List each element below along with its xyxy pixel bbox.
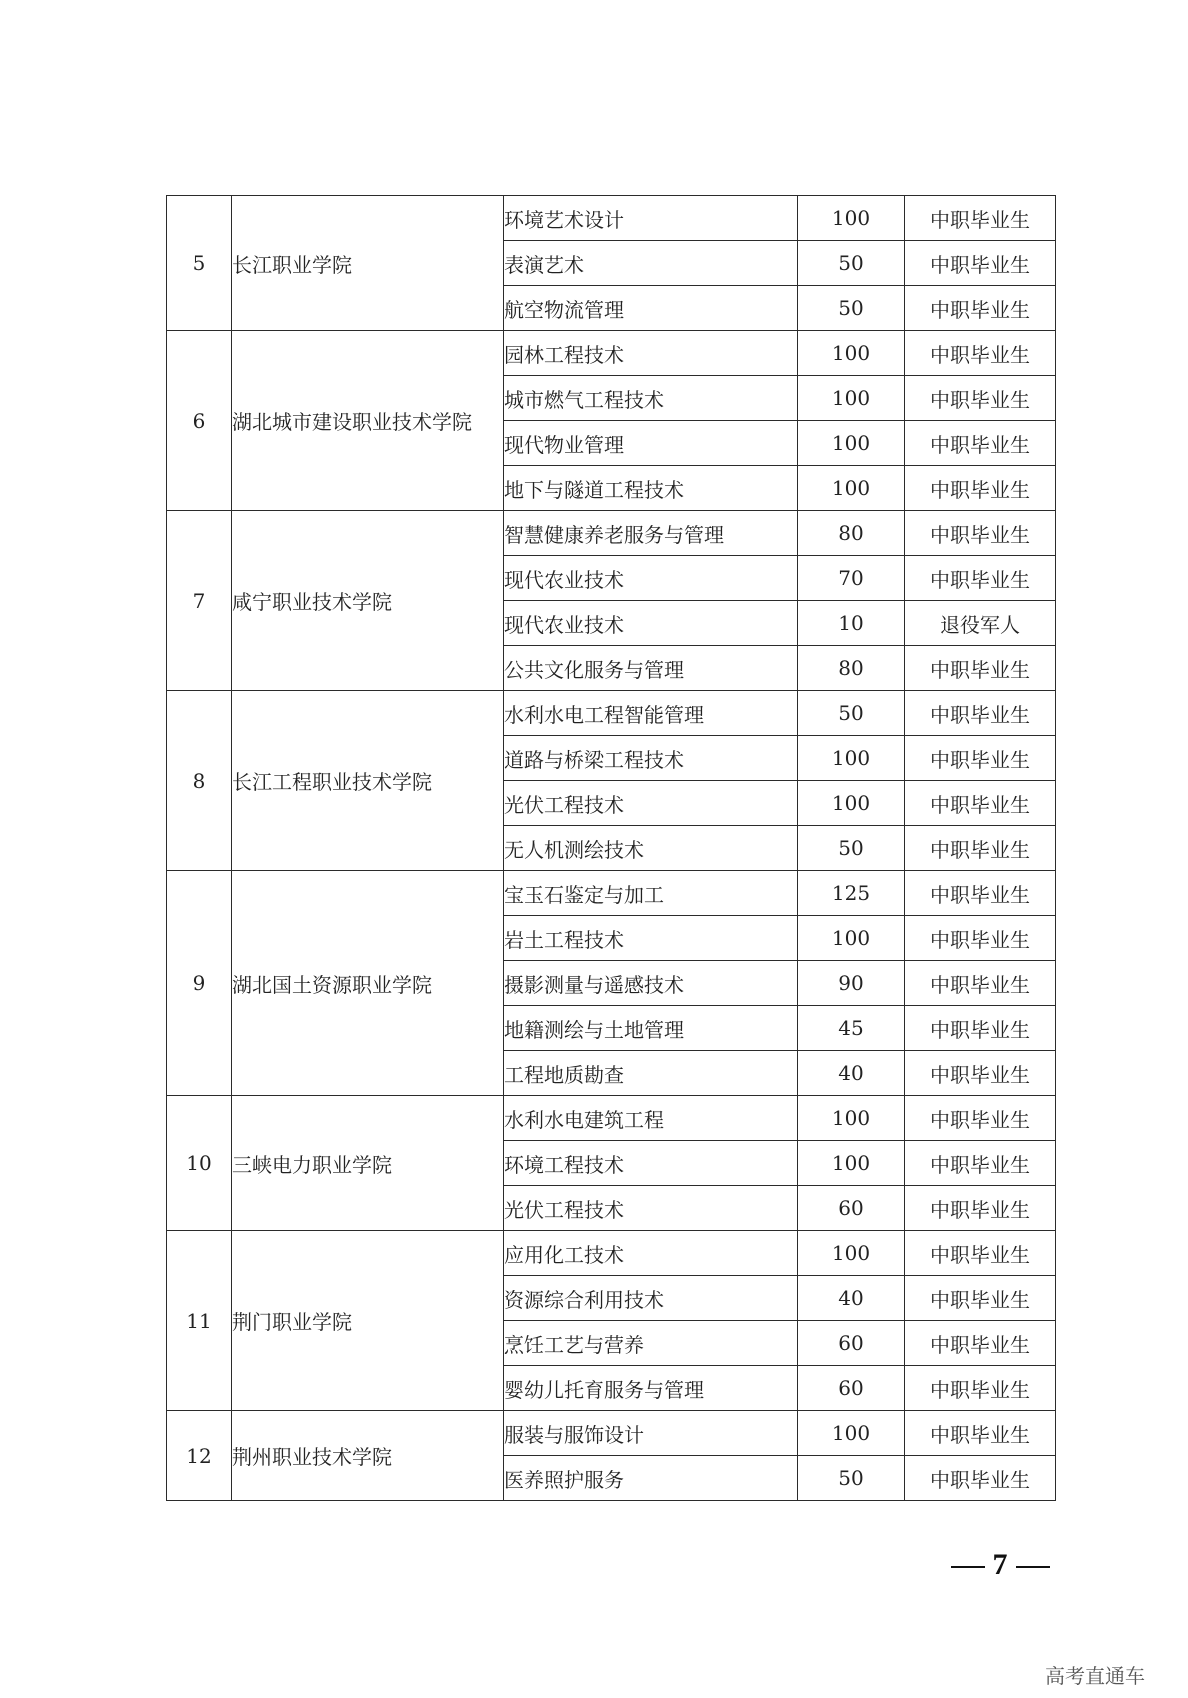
major-name-cell: 无人机测绘技术 [504,826,798,871]
enrollment-count-cell: 50 [798,826,905,871]
enrollment-count-cell: 100 [798,331,905,376]
major-name-cell: 烹饪工艺与营养 [504,1321,798,1366]
major-name-cell: 现代农业技术 [504,556,798,601]
applicant-type-cell: 中职毕业生 [905,331,1056,376]
major-name-cell: 园林工程技术 [504,331,798,376]
school-name-cell: 长江职业学院 [232,196,504,331]
page-number [940,1548,1060,1582]
enrollment-count-cell: 50 [798,1456,905,1501]
major-name-cell: 服装与服饰设计 [504,1411,798,1456]
major-name-cell: 航空物流管理 [504,286,798,331]
applicant-type-cell: 中职毕业生 [905,196,1056,241]
table-row [167,1096,1056,1141]
applicant-type-cell: 中职毕业生 [905,511,1056,556]
enrollment-count-cell: 100 [798,1096,905,1141]
applicant-type-cell: 中职毕业生 [905,1366,1056,1411]
enrollment-count-cell: 100 [798,1231,905,1276]
applicant-type-cell: 中职毕业生 [905,916,1056,961]
enrollment-count-cell: 100 [798,736,905,781]
enrollment-count-cell: 100 [798,466,905,511]
applicant-type-cell: 中职毕业生 [905,466,1056,511]
school-name-cell: 湖北国土资源职业学院 [232,871,504,1096]
applicant-type-cell: 中职毕业生 [905,1276,1056,1321]
applicant-type-cell: 中职毕业生 [905,691,1056,736]
major-name-cell: 表演艺术 [504,241,798,286]
major-name-cell: 宝玉石鉴定与加工 [504,871,798,916]
applicant-type-cell: 中职毕业生 [905,961,1056,1006]
major-name-cell: 医养照护服务 [504,1456,798,1501]
school-number-cell: 12 [167,1411,232,1501]
major-name-cell: 地下与隧道工程技术 [504,466,798,511]
applicant-type-cell: 中职毕业生 [905,1456,1056,1501]
school-number-cell: 11 [167,1231,232,1411]
major-name-cell: 工程地质勘查 [504,1051,798,1096]
enrollment-count-cell: 90 [798,961,905,1006]
enrollment-count-cell: 50 [798,241,905,286]
enrollment-count-cell: 100 [798,421,905,466]
applicant-type-cell: 中职毕业生 [905,376,1056,421]
enrollment-count-cell: 100 [798,1141,905,1186]
school-number-cell: 9 [167,871,232,1096]
applicant-type-cell: 中职毕业生 [905,646,1056,691]
watermark: 高考直通车 [1045,1664,1145,1688]
major-name-cell: 道路与桥梁工程技术 [504,736,798,781]
applicant-type-cell: 中职毕业生 [905,286,1056,331]
major-name-cell: 环境艺术设计 [504,196,798,241]
enrollment-count-cell: 50 [798,691,905,736]
major-name-cell: 光伏工程技术 [504,781,798,826]
table-row [167,871,1056,916]
enrollment-count-cell: 60 [798,1366,905,1411]
enrollment-count-cell: 70 [798,556,905,601]
table-row [167,691,1056,736]
major-name-cell: 水利水电工程智能管理 [504,691,798,736]
major-name-cell: 应用化工技术 [504,1231,798,1276]
applicant-type-cell: 中职毕业生 [905,1051,1056,1096]
major-name-cell: 岩土工程技术 [504,916,798,961]
school-name-cell: 咸宁职业技术学院 [232,511,504,691]
applicant-type-cell: 中职毕业生 [905,781,1056,826]
enrollment-count-cell: 80 [798,646,905,691]
enrollment-count-cell: 40 [798,1051,905,1096]
enrollment-count-cell: 50 [798,286,905,331]
applicant-type-cell: 中职毕业生 [905,1411,1056,1456]
applicant-type-cell: 中职毕业生 [905,826,1056,871]
enrollment-count-cell: 100 [798,196,905,241]
school-name-cell: 长江工程职业技术学院 [232,691,504,871]
major-name-cell: 公共文化服务与管理 [504,646,798,691]
enrollment-count-cell: 60 [798,1321,905,1366]
page-number-value: 7 [992,1548,1008,1581]
enrollment-count-cell: 100 [798,1411,905,1456]
major-name-cell: 婴幼儿托育服务与管理 [504,1366,798,1411]
applicant-type-cell: 中职毕业生 [905,1321,1056,1366]
table-row [167,1411,1056,1456]
applicant-type-cell: 中职毕业生 [905,421,1056,466]
page-number-dash-left [951,1566,985,1568]
applicant-type-cell: 中职毕业生 [905,241,1056,286]
major-name-cell: 现代物业管理 [504,421,798,466]
major-name-cell: 水利水电建筑工程 [504,1096,798,1141]
major-name-cell: 现代农业技术 [504,601,798,646]
applicant-type-cell: 退役军人 [905,601,1056,646]
table-row [167,511,1056,556]
applicant-type-cell: 中职毕业生 [905,1096,1056,1141]
enrollment-count-cell: 100 [798,916,905,961]
major-name-cell: 光伏工程技术 [504,1186,798,1231]
enrollment-count-cell: 45 [798,1006,905,1051]
applicant-type-cell: 中职毕业生 [905,1141,1056,1186]
applicant-type-cell: 中职毕业生 [905,1231,1056,1276]
table-row [167,1231,1056,1276]
enrollment-count-cell: 125 [798,871,905,916]
enrollment-count-cell: 80 [798,511,905,556]
enrollment-count-cell: 10 [798,601,905,646]
major-name-cell: 环境工程技术 [504,1141,798,1186]
school-number-cell: 8 [167,691,232,871]
enrollment-table-body [167,196,1056,1501]
school-number-cell: 10 [167,1096,232,1231]
enrollment-count-cell: 100 [798,781,905,826]
school-name-cell: 湖北城市建设职业技术学院 [232,331,504,511]
applicant-type-cell: 中职毕业生 [905,736,1056,781]
enrollment-count-cell: 100 [798,376,905,421]
enrollment-count-cell: 40 [798,1276,905,1321]
school-name-cell: 三峡电力职业学院 [232,1096,504,1231]
table-row [167,331,1056,376]
page-number-dash-right [1016,1566,1050,1568]
enrollment-count-cell: 60 [798,1186,905,1231]
school-number-cell: 7 [167,511,232,691]
major-name-cell: 资源综合利用技术 [504,1276,798,1321]
enrollment-table [166,195,1056,1501]
school-number-cell: 6 [167,331,232,511]
major-name-cell: 智慧健康养老服务与管理 [504,511,798,556]
school-name-cell: 荆门职业学院 [232,1231,504,1411]
major-name-cell: 城市燃气工程技术 [504,376,798,421]
major-name-cell: 地籍测绘与土地管理 [504,1006,798,1051]
applicant-type-cell: 中职毕业生 [905,556,1056,601]
applicant-type-cell: 中职毕业生 [905,1006,1056,1051]
applicant-type-cell: 中职毕业生 [905,871,1056,916]
major-name-cell: 摄影测量与遥感技术 [504,961,798,1006]
school-name-cell: 荆州职业技术学院 [232,1411,504,1501]
table-row [167,196,1056,241]
school-number-cell: 5 [167,196,232,331]
applicant-type-cell: 中职毕业生 [905,1186,1056,1231]
